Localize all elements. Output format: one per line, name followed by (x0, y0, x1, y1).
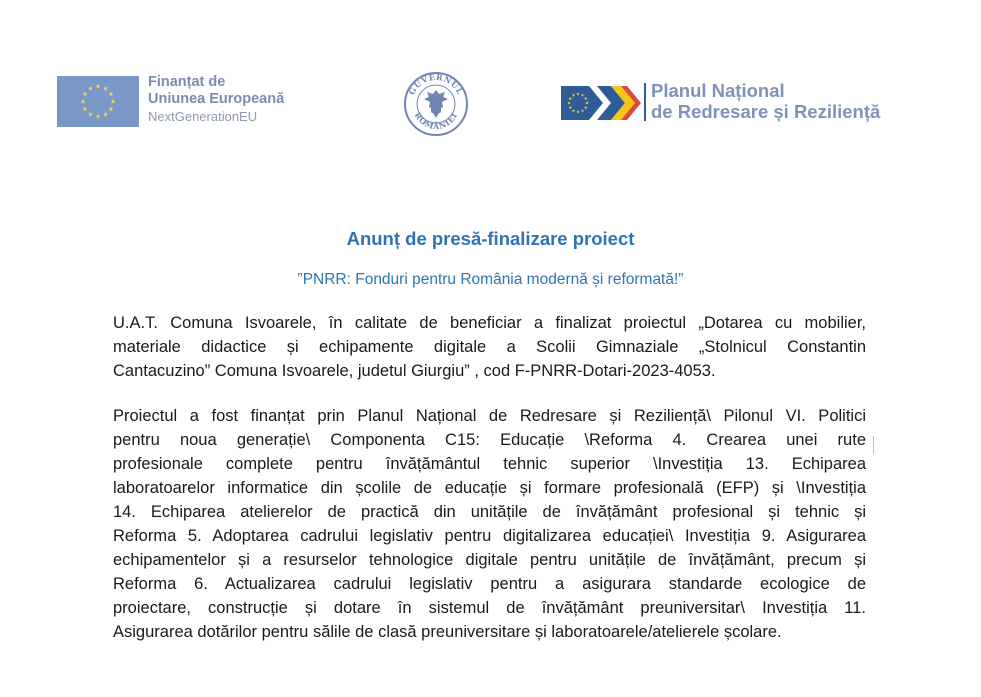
eu-logo-line-3: NextGenerationEU (148, 109, 258, 124)
paragraph-line: 14. Echiparea atelierelor de practică din unitățile de învățământ profesional și tehnic și (113, 503, 866, 521)
seal-bottom-text: ROMÂNIEI (412, 110, 460, 132)
text-boundary-marker (873, 436, 874, 454)
paragraph-project-intro (113, 311, 866, 383)
star-icon (103, 86, 108, 91)
star-icon (96, 114, 101, 119)
paragraph-line: proiectare, construcție și dotare în sistemul de învățământ preuniversitar\ Investiția 11. (113, 599, 866, 617)
coat-of-arms-icon (424, 90, 448, 118)
document-subtitle: ”PNRR: Fonduri pentru România modernă și reformată!” (297, 271, 684, 288)
star-icon (109, 106, 114, 111)
eu-funding-logo (57, 76, 317, 130)
eu-logo-line-2: Uniunea Europeană (148, 91, 285, 107)
pnrr-divider (644, 83, 646, 121)
paragraph-line: pentru noua generație\ Componenta C15: Educație \Reforma 4. Crearea unei rute (113, 431, 866, 449)
paragraph-line: U.A.T. Comuna Isvoarele, în calitate de beneficiar a finalizat proiectul „Dotarea cu mobilier, (113, 314, 866, 332)
paragraph-line: Reforma 6. Actualizarea cadrului legislativ pentru a asigurara standarde ecologice de (113, 575, 866, 593)
star-icon (96, 84, 101, 89)
star-icon (83, 106, 88, 111)
romanian-government-seal (400, 70, 472, 136)
seal-top-text: GUVERNUL (406, 71, 466, 97)
pnrr-logo-line-1: Planul Național (651, 80, 785, 101)
paragraph-line: laboratoarelor informatice din școlile de educație și formare profesională (EFP) și \Investiția (113, 479, 866, 497)
paragraph-line: profesionale complete pentru învățământul tehnic superior \Investiția 13. Echiparea (113, 455, 866, 473)
star-icon (111, 99, 116, 104)
pnrr-arrows-icon (561, 82, 641, 124)
eu-logo-line-1: Finanțat de (148, 74, 226, 90)
pnrr-logo (561, 80, 921, 128)
paragraph-funding-details (113, 404, 866, 644)
eu-flag-icon (57, 76, 139, 127)
document-title: Anunț de presă-finalizare proiect (346, 228, 635, 249)
star-icon (109, 91, 114, 96)
star-icon (81, 99, 86, 104)
star-icon (83, 91, 88, 96)
star-icon (88, 112, 93, 117)
paragraph-line: Reforma 5. Adoptarea cadrului legislativ pentru digitalizarea educației\ Investiția 9. Asigurarea (113, 527, 866, 545)
paragraph-line: Proiectul a fost finanțat prin Planul Național de Redresare și Reziliență\ Pilonul VI. Politici (113, 407, 866, 425)
star-icon (88, 86, 93, 91)
star-icon (103, 112, 108, 117)
paragraph-line: echipamentelor și a resurselor tehnologice digitale pentru unitățile de învățământ, precum și (113, 551, 866, 569)
paragraph-line: Asigurarea dotărilor pentru sălile de clasă preuniversitare și laboratoarele/atelierele școlare. (113, 623, 782, 641)
paragraph-line: materiale didactice și echipamente digitale a Scolii Gimnaziale „Stolnicul Constantin (113, 338, 866, 356)
pnrr-logo-line-2: de Redresare și Reziliență (651, 101, 881, 122)
paragraph-line: Cantacuzino” Comuna Isvoarele, judetul Giurgiu” , cod F-PNRR-Dotari-2023-4053. (113, 362, 716, 380)
